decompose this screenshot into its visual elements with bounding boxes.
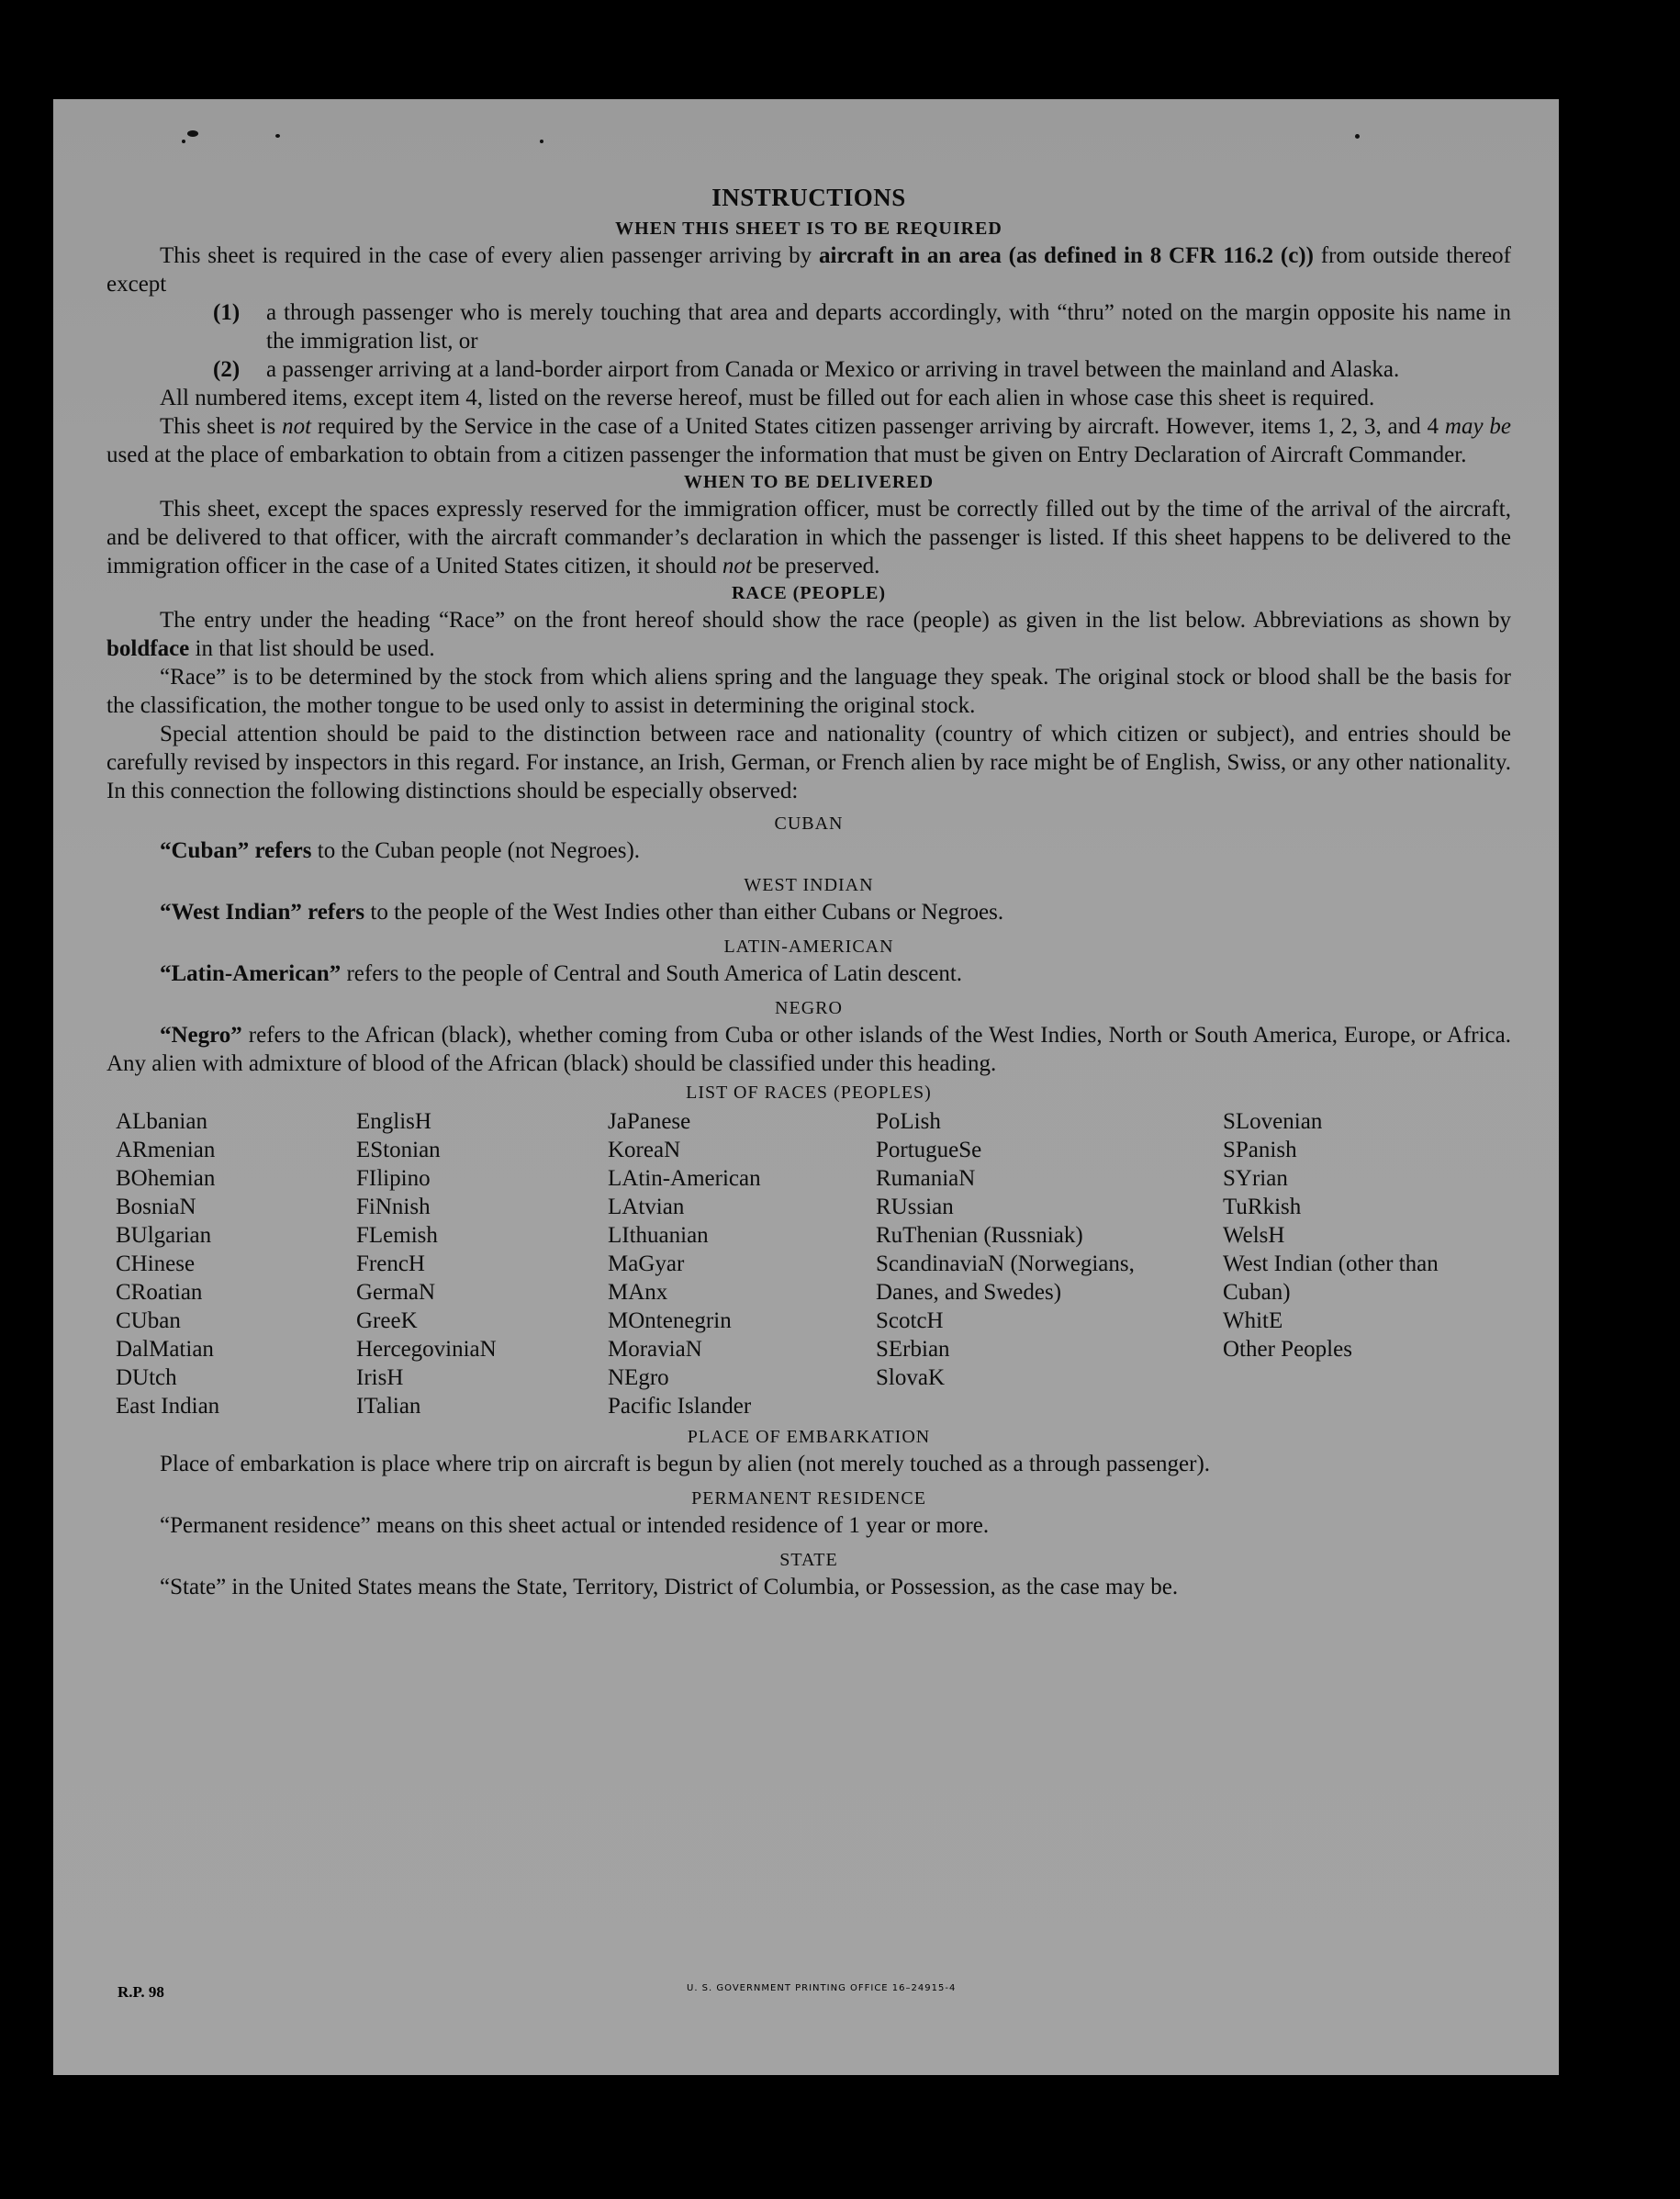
paragraph-race-nationality: Special attention should be paid to the distinction between race and nationality (country of which citizen or subject), and entries should be carefully revised by inspectors in this regard. For instance, an Irish, German, or French alien by race might be of English, Swiss, or any other nationality. In this connection the following distinctions should be especially observed:: [106, 722, 1511, 803]
race-entry: CRoatian: [116, 1280, 203, 1305]
page-title: INSTRUCTIONS: [711, 184, 906, 211]
race-entry: FrencH: [356, 1251, 425, 1276]
race-entry: ALbanian: [116, 1109, 207, 1134]
heading-latin-american: LATIN-AMERICAN: [723, 937, 894, 957]
race-entry: Pacific Islander: [608, 1394, 752, 1419]
exception-item: [213, 355, 1511, 384]
races-list: [116, 1107, 1511, 1420]
race-entry: BUlgarian: [116, 1223, 212, 1248]
race-entry: ScotcH: [876, 1308, 944, 1333]
race-entry: ScandinaviaN (Norwegians, Danes, and Swedes): [876, 1251, 1135, 1305]
race-entry: East Indian: [116, 1394, 220, 1419]
race-entry: RumaniaN: [876, 1166, 976, 1191]
heading-when-required: WHEN THIS SHEET IS TO BE REQUIRED: [615, 219, 1002, 239]
race-entry: PortugueSe: [876, 1138, 982, 1162]
race-entry: ARmenian: [116, 1138, 216, 1162]
heading-list-of-races: LIST OF RACES (PEOPLES): [686, 1083, 932, 1103]
race-entry: BosniaN: [116, 1195, 196, 1219]
race-entry: BOhemian: [116, 1166, 216, 1191]
definition-latin-american: “Latin-American” refers to the people of Central and South America of Latin descent.: [160, 961, 963, 986]
heading-cuban: CUBAN: [774, 813, 844, 834]
race-entry: DUtch: [116, 1365, 177, 1390]
heading-state: STATE: [779, 1550, 838, 1570]
definition-negro: “Negro” refers to the African (black), whether coming from Cuba or other islands of the West Indies, North or South America, Europe, or Africa. Any alien with admixture of blood of the African (black) should be classified under this heading.: [106, 1023, 1511, 1076]
race-entry: LAtvian: [608, 1195, 685, 1219]
heading-west-indian: WEST INDIAN: [744, 875, 874, 895]
document-sheet: [53, 99, 1559, 2075]
race-entry: SErbian: [876, 1337, 950, 1362]
race-entry: KoreaN: [608, 1138, 681, 1162]
race-entry: EStonian: [356, 1138, 441, 1162]
instructions-body: [106, 184, 1511, 1601]
form-code: R.P. 98: [118, 1983, 164, 2001]
race-entry: PoLish: [876, 1109, 941, 1134]
race-entry: WelsH: [1223, 1223, 1285, 1248]
race-entry: Other Peoples: [1223, 1337, 1352, 1362]
exception-number: (1): [213, 300, 241, 325]
paragraph-delivered: This sheet, except the spaces expressly reserved for the immigration officer, must be correctly filled out by the time of the arrival of the aircraft, and be delivered to that officer, with the aircraft commander’s declaration in which the passenger is listed. If this sheet happens to be delivered to the immigration officer in the case of a United States citizen, it should not be preserved.: [106, 497, 1511, 578]
heading-negro: NEGRO: [775, 998, 843, 1018]
ink-speck: [187, 130, 198, 137]
races-column: [876, 1107, 1223, 1420]
race-entry: ITalian: [356, 1394, 421, 1419]
ink-speck: [182, 140, 185, 143]
race-entry: FIlipino: [356, 1166, 431, 1191]
race-entry: MoraviaN: [608, 1337, 702, 1362]
race-entry: MAnx: [608, 1280, 668, 1305]
ink-speck: [1355, 134, 1360, 139]
paragraph-residence: “Permanent residence” means on this sheet actual or intended residence of 1 year or more.: [160, 1513, 990, 1538]
race-entry: GreeK: [356, 1308, 418, 1333]
race-entry: FLemish: [356, 1223, 438, 1248]
page-footer: [118, 1983, 1495, 2005]
races-column: [1223, 1107, 1489, 1420]
race-entry: WhitE: [1223, 1308, 1283, 1333]
races-column: [608, 1107, 876, 1420]
printer-imprint: U. S. GOVERNMENT PRINTING OFFICE 16–24915-4: [687, 1983, 957, 1993]
race-entry: SYrian: [1223, 1166, 1288, 1191]
race-entry: RuThenian (Russniak): [876, 1223, 1083, 1248]
ink-speck: [540, 140, 543, 143]
paragraph-numbered-items: All numbered items, except item 4, listed on the reverse hereof, must be filled out for each alien in whose case this sheet is required.: [160, 386, 1375, 410]
race-entry: DalMatian: [116, 1337, 214, 1362]
race-entry: IrisH: [356, 1365, 404, 1390]
race-entry: LAtin-American: [608, 1166, 761, 1191]
paragraph-required: This sheet is required in the case of every alien passenger arriving by aircraft in an area (as defined in 8 CFR 116.2 (c)) from outside thereof except: [106, 243, 1512, 297]
race-entry: SlovaK: [876, 1365, 945, 1390]
exception-text: a through passenger who is merely touching that area and departs accordingly, with “thru” noted on the margin opposite his name in the immigration list, or: [266, 300, 1511, 353]
race-entry: CHinese: [116, 1251, 196, 1276]
race-entry: LIthuanian: [608, 1223, 709, 1248]
race-entry: GermaN: [356, 1280, 436, 1305]
race-entry: FiNnish: [356, 1195, 431, 1219]
ink-speck: [275, 134, 280, 138]
race-entry: NEgro: [608, 1365, 669, 1390]
race-entry: TuRkish: [1223, 1195, 1302, 1219]
race-entry: SPanish: [1223, 1138, 1297, 1162]
exception-item: [213, 298, 1511, 355]
paragraph-race-entry: The entry under the heading “Race” on the front hereof should show the race (people) as given in the list below. Abbreviations as shown by boldface in that list should be used.: [106, 608, 1511, 661]
paragraph-race-stock: “Race” is to be determined by the stock from which aliens spring and the language they speak. The original stock or blood shall be the basis for the classification, the mother tongue to be used only to assist in determining the original stock.: [106, 665, 1511, 718]
exception-text: a passenger arriving at a land-border airport from Canada or Mexico or arriving in travel between the mainland and Alaska.: [266, 357, 1400, 382]
race-entry: West Indian (other than Cuban): [1223, 1251, 1439, 1305]
paragraph-state: “State” in the United States means the State, Territory, District of Columbia, or Possession, as the case may be.: [160, 1575, 1179, 1599]
heading-residence: PERMANENT RESIDENCE: [691, 1488, 926, 1509]
paragraph-embarkation: Place of embarkation is place where trip on aircraft is begun by alien (not merely touched as a through passenger).: [160, 1452, 1211, 1476]
races-column: [116, 1107, 356, 1420]
definition-cuban: “Cuban” refers to the Cuban people (not Negroes).: [160, 838, 641, 863]
heading-race: RACE (PEOPLE): [732, 583, 886, 603]
exception-number: (2): [213, 357, 241, 382]
races-column: [356, 1107, 608, 1420]
race-entry: MaGyar: [608, 1251, 685, 1276]
paragraph-citizen: This sheet is not required by the Service in the case of a United States citizen passenger arriving by aircraft. However, items 1, 2, 3, and 4 may be used at the place of embarkation to obtain from a citizen passenger the information that must be given on Entry Declaration of Aircraft Commander.: [106, 414, 1512, 467]
race-entry: RUssian: [876, 1195, 954, 1219]
race-entry: EnglisH: [356, 1109, 431, 1134]
race-entry: SLovenian: [1223, 1109, 1323, 1134]
race-entry: MOntenegrin: [608, 1308, 732, 1333]
race-entry: JaPanese: [608, 1109, 691, 1134]
race-entry: HercegoviniaN: [356, 1337, 497, 1362]
heading-when-delivered: WHEN TO BE DELIVERED: [683, 472, 935, 492]
definition-west-indian: “West Indian” refers to the people of the West Indies other than either Cubans or Negroes.: [160, 900, 1004, 925]
race-entry: CUban: [116, 1308, 181, 1333]
heading-embarkation: PLACE OF EMBARKATION: [687, 1427, 931, 1447]
